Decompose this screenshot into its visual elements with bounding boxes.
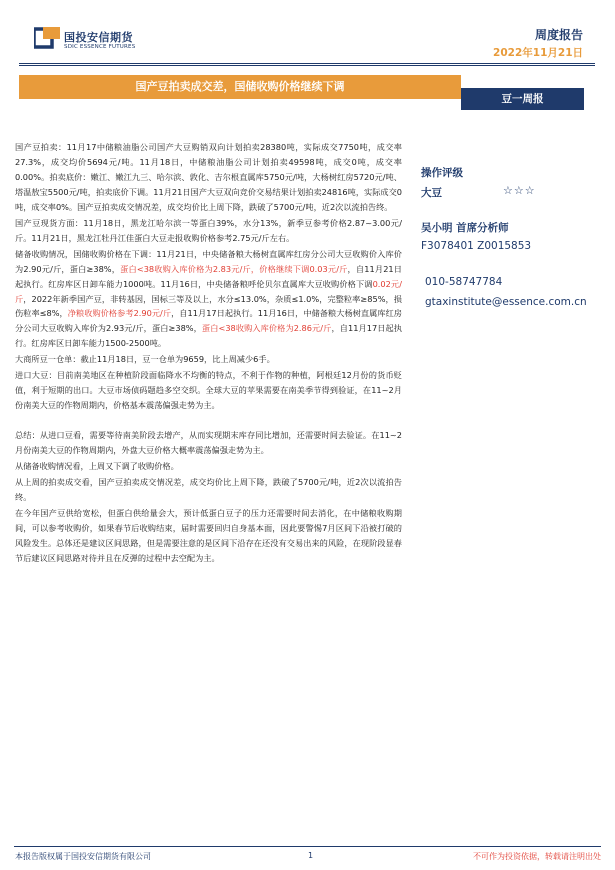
main-content: [15, 140, 402, 567]
page-number: 1: [308, 851, 314, 860]
company-logo-icon: [34, 27, 60, 49]
rating-stars-icon: ☆☆☆: [503, 184, 536, 197]
contact-phone: 010-58747784: [425, 276, 503, 288]
reserve-text-c: ，2022年新季国产豆，非转基因，国标三等及以上，水分≤13.0%，杂质≤1.0%，完整粒率≥85%，损伤粒率≤8%，: [15, 293, 402, 319]
analyst-license: F3078401 Z0015853: [421, 240, 532, 252]
summary-paragraph-2: 从储备收购情况看，上周又下调了收购价格。: [15, 461, 179, 472]
report-title-banner: 国产豆拍卖成交差，国储收购价格继续下调: [19, 75, 461, 99]
summary-paragraph-3: 从上周的拍卖成交看，国产豆拍卖成交情况差，成交均价比上周下降，跌破了5700元/吨，近2次以流拍告终。: [15, 477, 402, 502]
footer-copyright: 本报告版权属于国投安信期货有限公司: [15, 852, 151, 861]
reserve-text-b: ，自11月21日起执行。红房库区日卸车能力1000吨。11月16日，中央储备粮呼伦贝尔直属库大豆收购价格下调: [15, 263, 402, 289]
report-type: 周度报告: [534, 28, 583, 42]
reserve-text-e: ，自11月17日起执行。红房库区日卸车能力1500-2500吨。: [15, 323, 402, 349]
reserve-highlight-3: 净粮收购价格参考2.90元/斤: [67, 308, 172, 319]
rating-item: 大豆: [421, 187, 442, 199]
paragraph-import: 进口大豆：目前南美地区在种植阶段面临降水不均衡的特点，不利于作物的种植，阿根廷12月份的货币贬值，利于短期的出口。大豆市场侦码题趋多空交织。全球大豆的苹果需要在南美季节得到验证，在11~2月份南美大豆的作物周期内，价格基本震荡偏强走势为主。: [15, 370, 402, 411]
paragraph-reserve: [15, 247, 402, 352]
reserve-text-d: ，自11月17日起执行。11月16日，中储备粮大杨树直属库红房分公司大豆收购入库价为2.93元/斤，蛋白≥38%，: [15, 308, 402, 334]
rating-title: 操作评级: [421, 167, 463, 179]
paragraph-warehouse-receipt: 大商所豆一仓单：截止11月18日，豆一仓单为9659，比上周减少6手。: [15, 354, 275, 365]
reserve-highlight-2: 0.02元/斤: [15, 278, 402, 304]
summary-paragraph-4: 在今年国产豆供给宽松，但蛋白供给量会大，预计低蛋白豆子的压力还需要时间去消化，在中储粮收购期间，可以参考收购价，如果春节后收购结束，届时需要回归自身基本面，因此要警惕7月区间下沿被打破的风险发生。总体还是建议区间思路，但是需要注意的是区间下沿存在还没有交易出来的风险，在现阶段显春节后建议区间思路对待并且在反弹的过程中去空配为主。: [15, 507, 402, 563]
reserve-highlight-4: 蛋白<38收购入库价格为2.86元/斤: [201, 323, 332, 334]
contact-email[interactable]: gtaxinstitute@essence.com.cn: [425, 296, 587, 308]
summary-paragraph-1: 总结：从进口豆看，需要等待南美阶段去增产，从而实现期末库存同比增加，还需要时间去验证。在11~2月份南美大豆的作物周期内，外盘大豆价格大概率震荡偏强走势为主。: [15, 430, 402, 456]
paragraph-auction: 国产豆拍卖：11月17中储粮油脂公司国产大豆购销双向计划拍卖28380吨，实际成交7750吨，成交率27.3%，成交均价5694元/吨。11月18日，中储粮油脂公司计划拍卖49598吨，成交0吨，成交率0.00%。拍卖底价：嫩江、嫩江九三、哈尔滨、敦化、吉尔根直属库5750元/吨，大杨树红房5720元/吨、塔温敖宝5500元/吨，拍卖底价下调。11月21日国产大豆双向竞价交易结果计划拍卖24816吨，实际成交0吨，成交率0%。国产豆拍卖成交情况差，成交均价比上周下降，跌破了5700元/吨，近2次以流拍告终。: [15, 142, 402, 212]
analyst-name: 吴小明 首席分析师: [421, 222, 509, 234]
header-divider-secondary: [19, 65, 595, 66]
section-tag: 豆一周报: [461, 88, 584, 110]
logo-cn-text: 国投安信期货: [64, 31, 133, 44]
header-divider: [19, 63, 595, 64]
report-date: 2022年11月21日: [493, 47, 583, 59]
spacer: [15, 414, 402, 428]
reserve-text-a: 储备收购情况，国储收购价格在下调：11月21日，中央储备粮大杨树直属库红房分公司大豆收购价入库价为2.90元/斤，蛋白≥38%，: [15, 248, 402, 274]
paragraph-spot: 国产豆现货方面：11月18日，黑龙江哈尔滨一等蛋白39%，水分13%，新季豆参考价格2.87~3.00元/斤。11月21日，黑龙江牡丹江佳蛋白大豆走报收购价格参考2.75元/斤左右。: [15, 217, 402, 243]
reserve-highlight-1: 蛋白<38收购入库价格为2.83元/斤，价格继续下调0.03元/斤: [120, 263, 348, 274]
footer-divider: [14, 846, 601, 847]
logo-en-text: SDIC ESSENCE FUTURES: [64, 44, 136, 50]
footer-disclaimer: 不可作为投资依据，转载请注明出处: [473, 852, 601, 861]
